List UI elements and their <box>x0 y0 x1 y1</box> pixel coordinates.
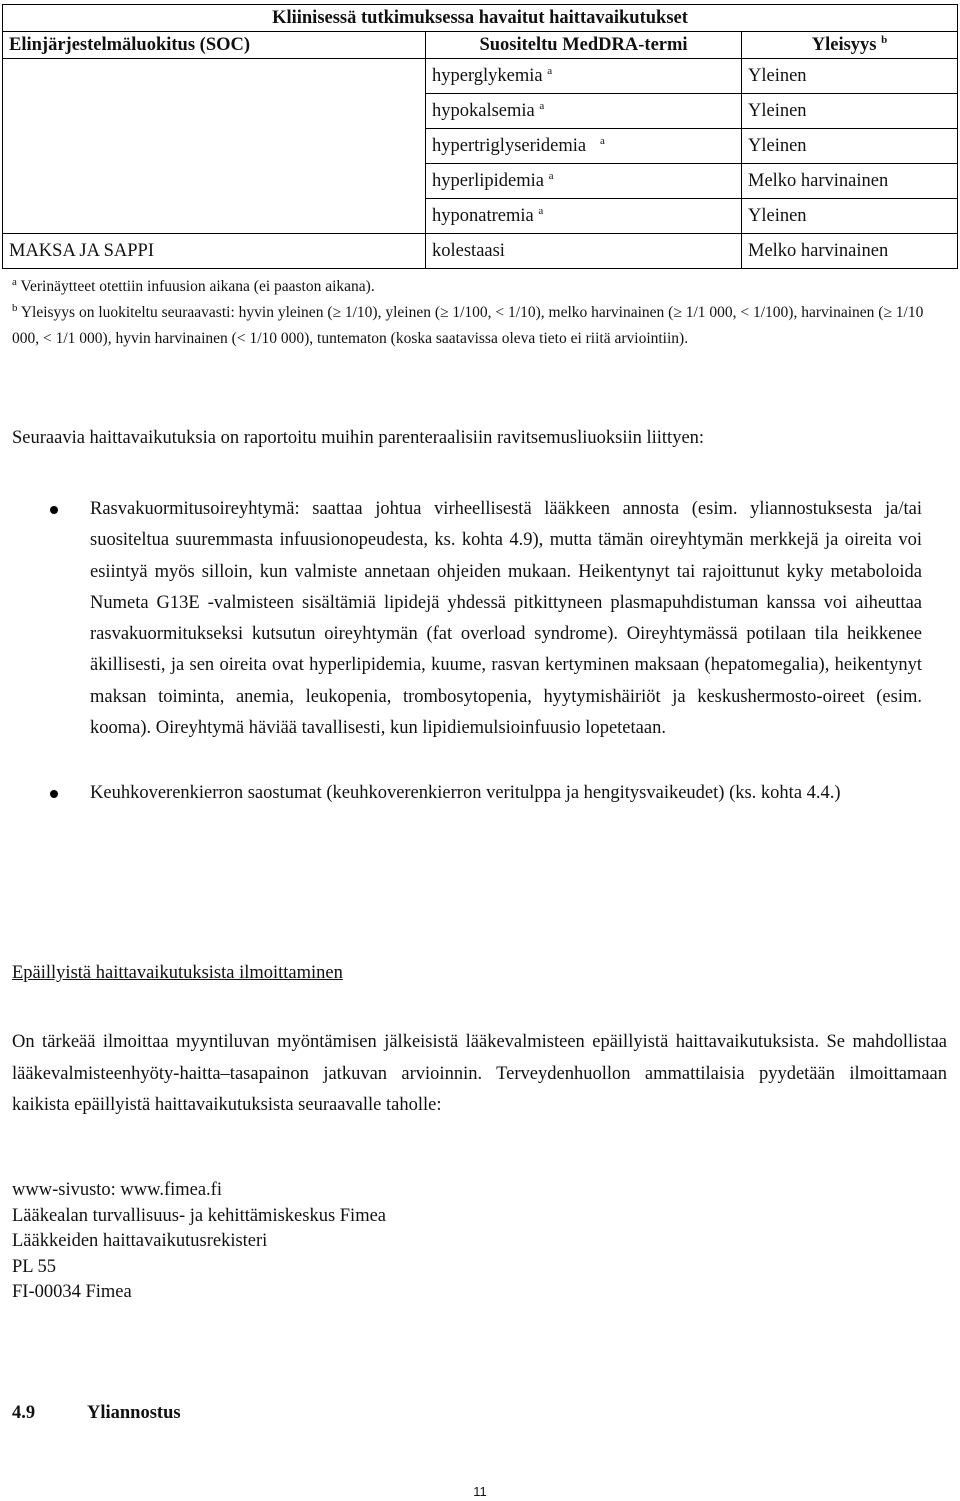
soc-cell <box>3 94 426 129</box>
frequency-cell: Melko harvinainen <box>742 234 958 269</box>
section-number: 4.9 <box>12 1403 36 1423</box>
table-row <box>3 234 958 269</box>
term-sup: a <box>548 169 554 182</box>
section-heading <box>12 1398 947 1429</box>
soc-cell <box>3 59 426 94</box>
table-row <box>3 94 958 129</box>
subheading: Epäillyistä haittavaikutuksista ilmoittaminen <box>12 963 343 983</box>
term-text: hypertriglyseridemia <box>432 135 587 156</box>
list-item-text: Rasvakuormitusoireyhtymä: saattaa johtua virheellisestä lääkkeen annosta (esim. yliannostuksesta ja/tai suositeltua suuremmasta infuusionopeudesta, ks. kohta 4.9), mutta tämän oireyhtymän merkkejä ja oireita voi esiintyä myös silloin, kun valmiste annetaan ohjeiden mukaan. Heikentynyt tai rajoittunut kyky metaboloida Numeta G13E -valmisteen sisältämiä lipidejä yhdessä pitkittyneen plasmapuhdistuman kanssa voi aiheuttaa rasvakuormitukseksi kutsutun oireyhtymän (fat overload syndrome). Oireyhtymässä potilaan tila heikkenee äkillisesti, ja sen oireita ovat hyperlipidemia, kuume, rasvan kertyminen maksaan (hepatomegalia), heikentynyt maksan toiminta, anemia, leukopenia, trombosytopenia, hyytymishäiriöt ja keskushermosto-oireet (esim. kooma). Oireyhtymä häviää tavallisesti, kun lipidiemulsioinfuusio lopetetaan. <box>90 499 922 739</box>
bullet-icon <box>50 506 58 514</box>
header-frequency-sup: b <box>881 33 888 46</box>
term-cell <box>426 59 742 94</box>
header-soc: Elinjärjestelmäluokitus (SOC) <box>3 32 426 59</box>
list-item <box>12 494 922 744</box>
table-row <box>3 199 958 234</box>
term-text: hyponatremia <box>432 205 534 226</box>
footnote-a-marker: a <box>12 275 17 288</box>
frequency-cell: Yleinen <box>742 199 958 234</box>
header-frequency-label: Yleisyys <box>811 34 877 55</box>
section-title: Yliannostus <box>87 1403 181 1423</box>
contact-organisation: Lääkealan turvallisuus- ja kehittämiskeskus Fimea <box>12 1205 387 1226</box>
frequency-cell: Melko harvinainen <box>742 164 958 199</box>
list-item <box>12 778 922 809</box>
table-row <box>3 129 958 164</box>
soc-cell: MAKSA JA SAPPI <box>3 234 426 269</box>
term-text: kolestaasi <box>432 240 505 261</box>
contact-register: Lääkkeiden haittavaikutusrekisteri <box>12 1231 268 1252</box>
intro-paragraph: Seuraavia haittavaikutuksia on raportoitu muihin parenteraalisiin ravitsemusliuoksiin liittyen: <box>12 428 705 448</box>
table-title-row <box>3 5 958 32</box>
table-row <box>3 164 958 199</box>
contact-block <box>12 1178 947 1306</box>
soc-cell <box>3 199 426 234</box>
term-cell <box>426 94 742 129</box>
term-cell <box>426 199 742 234</box>
frequency-cell: Yleinen <box>742 94 958 129</box>
soc-cell <box>3 129 426 164</box>
adverse-effects-list <box>12 494 922 810</box>
frequency-cell: Yleinen <box>742 129 958 164</box>
contact-po-box: PL 55 <box>12 1256 57 1277</box>
term-cell <box>426 164 742 199</box>
term-text: hypokalsemia <box>432 100 535 121</box>
table-header-row <box>3 32 958 59</box>
term-sup: a <box>539 99 545 112</box>
footnote-a-text: Verinäytteet otettiin infuusion aikana (ei paaston aikana). <box>20 278 375 295</box>
table-row <box>3 59 958 94</box>
header-frequency <box>742 32 958 59</box>
term-cell <box>426 129 742 164</box>
soc-cell <box>3 164 426 199</box>
term-text: hyperlipidemia <box>432 170 544 191</box>
term-sup: a <box>547 64 553 77</box>
list-item-text: Keuhkoverenkierron saostumat (keuhkoverenkierron veritulppa ja hengitysvaikeudet) (ks. kohta 4.4.) <box>90 783 841 804</box>
frequency-cell: Yleinen <box>742 59 958 94</box>
contact-postcode: FI-00034 Fimea <box>12 1282 132 1303</box>
term-text: hyperglykemia <box>432 65 543 86</box>
footnote-a <box>12 274 942 300</box>
report-paragraph: On tärkeää ilmoittaa myyntiluvan myöntämisen jälkeisistä lääkevalmisteen epäillyistä haittavaikutuksista. Se mahdollistaa lääkevalmisteenhyöty-haitta–tasapainon jatkuvan arvioinnin. Terveydenhuollon ammattilaisia pyydetään ilmoittamaan kaikista epäillyistä haittavaikutuksista seuraavalle taholle: <box>12 1032 947 1115</box>
term-sup: a <box>600 134 605 147</box>
header-term: Suositeltu MedDRA-termi <box>426 32 742 59</box>
bullet-icon <box>50 790 58 798</box>
contact-website: www-sivusto: www.fimea.fi <box>12 1180 222 1200</box>
table-title: Kliinisessä tutkimuksessa havaitut haittavaikutukset <box>3 5 958 32</box>
footnote-b <box>12 300 942 352</box>
term-sup: a <box>538 204 544 217</box>
footnote-b-text: Yleisyys on luokiteltu seuraavasti: hyvin yleinen (≥ 1/10), yleinen (≥ 1/100, < 1/10), melko harvinainen (≥ 1/1 000, < 1/100), harvinainen (≥ 1/10 000, < 1/1 000), hyvin harvinainen (< 1/10 000), tuntematon (koska saatavissa oleva tieto ei riitä arviointiin). <box>12 304 924 347</box>
term-cell <box>426 234 742 269</box>
page-number: 11 <box>473 1484 487 1499</box>
footnote-b-marker: b <box>12 301 18 314</box>
adverse-reactions-table <box>2 4 958 269</box>
